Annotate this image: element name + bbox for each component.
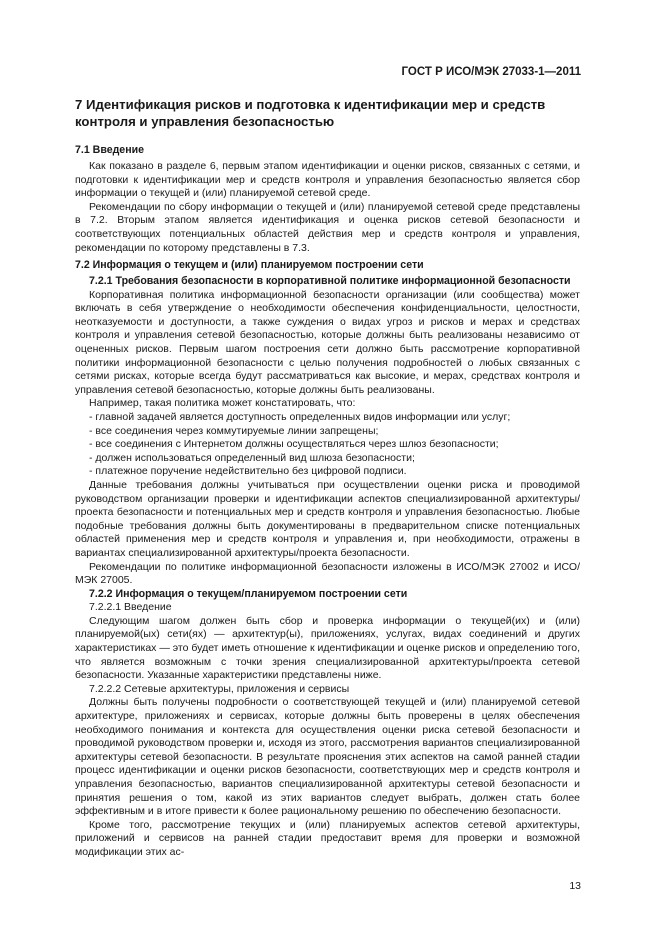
page-number: 13 [569,880,581,892]
subsection-title-7-2-2: 7.2.2 Информация о текущем/планируемом построении сети [89,587,408,600]
section-title: 7 Идентификация рисков и подготовка к идентификации мер и средств контроля и управления безопасностью [75,97,546,129]
list-item: - должен использоваться определенный вид шлюза безопасности; [89,451,415,464]
subsection-title-7-2: 7.2 Информация о текущем и (или) планируемом построении сети [75,259,424,272]
subsection-title-7-1: 7.1 Введение [75,144,145,156]
list-item: - все соединения с Интернетом должны осуществляться через шлюз безопасности; [89,438,499,451]
page-content [75,96,580,860]
list-item: - главной задачей является доступность определенных видов информации или услуг; [89,411,511,423]
list-item: - все соединения через коммутируемые линии запрещены; [89,424,379,437]
paragraph: Следующим шагом должен быть сбор и проверка информации о текущей(их) и (или) планируемой(ых) сети(ях) — архитектур(ы), приложениях, услугах, видах соединений и других характеристиках — это будет иметь отношение к идентификации и оценке рисков и определению того, что является возможным с точки зрения специализированной архитектуры/проекта сетевой безопасности. Указанные характеристики представлены ниже. [75,614,580,682]
paragraph: Кроме того, рассмотрение текущих и (или) планируемых аспектов сетевой архитектуры, приложений и сервисов на ранней стадии предоставит время для проверки и возможной модификации этих ас- [75,818,580,858]
paragraph: Как показано в разделе 6, первым этапом идентификации и оценки рисков, связанных с сетями, и подготовки к идентификации мер и средств контроля и управления безопасностью является сбор информации о текущей и (или) планируемой сетевой среде. [75,160,580,200]
paragraph: Данные требования должны учитываться при осуществлении оценки риска и проводимой руководством организации проверки и идентификации аспектов специализированной архитектуры/проекта безопасности и потенциальных мер и средств контроля и управления безопасностью. Любые подобные требования должны быть документированы в предварительном списке потенциальных областей применения мер и средств контроля и управления и, при необходимости, отражены в вариантах специализированной архитектуры/проекта безопасности. [75,478,580,559]
paragraph: Например, такая политика может констатировать, что: [89,397,356,410]
paragraph: Корпоративная политика информационной безопасности организации (или сообщества) может включать в себя утверждение о необходимости обеспечения конфиденциальности, целостности, неотказуемости и доступности, а также суждения о видах угроз и рисков и мерах и средствах контроля и управления сетевой безопасностью, которые должны быть реализованы независимо от оцененных рисков. Первым шагом построения сети должно быть рассмотрение корпоративной политики информационной безопасности с целью получения подробностей о любых связанных с сетями рисках, которые всегда будут рассматриваться как высокие, и мерах, средствах контроля и управления сетевой безопасностью, которые должны быть реализованы. [75,288,580,396]
standard-header: ГОСТ Р ИСО/МЭК 27033-1—2011 [401,66,581,78]
subsection-title-7-2-2-1: 7.2.2.1 Введение [89,601,172,614]
paragraph: Должны быть получены подробности о соответствующей текущей и (или) планируемой сетевой архитектуре, приложениях и сервисах, которые должны быть проверены в целях обеспечения необходимого понимания и контекста для осуществления оценки риска сетевой безопасности и проводимой руководством проверки и, исходя из этого, рассмотрения вариантов специализированной архитектуры сетевой безопасности. В результате прояснения этих аспектов на самой ранней стадии процесс идентификации и оценки рисков безопасности, соответствующих мер и средств контроля и управления безопасностью, вариантов специализированной архитектуры сетевой безопасности и принятия решения о том, какой из этих вариантов следует выбрать, должен стать более эффективным и в итоге привести к более рациональному решению по обеспечению безопасности. [75,696,580,818]
subsection-title-7-2-1: 7.2.1 Требования безопасности в корпоративной политике информационной безопасности [89,275,571,288]
subsection-title-7-2-2-2: 7.2.2.2 Сетевые архитектуры, приложения и сервисы [89,682,350,695]
list-item: - платежное поручение недействительно без цифровой подписи. [89,465,407,478]
paragraph: Рекомендации по политике информационной безопасности изложены в ИСО/МЭК 27002 и ИСО/МЭК 27005. [75,560,580,587]
paragraph: Рекомендации по сбору информации о текущей и (или) планируемой сетевой среде представлены в 7.2. Вторым этапом является идентификация и оценка рисков сетевой безопасности и соответствующих потенциальных областей действия мер и средств контроля и управления, рекомендации по которому представлены в 7.3. [75,200,580,254]
policy-list [75,411,580,479]
